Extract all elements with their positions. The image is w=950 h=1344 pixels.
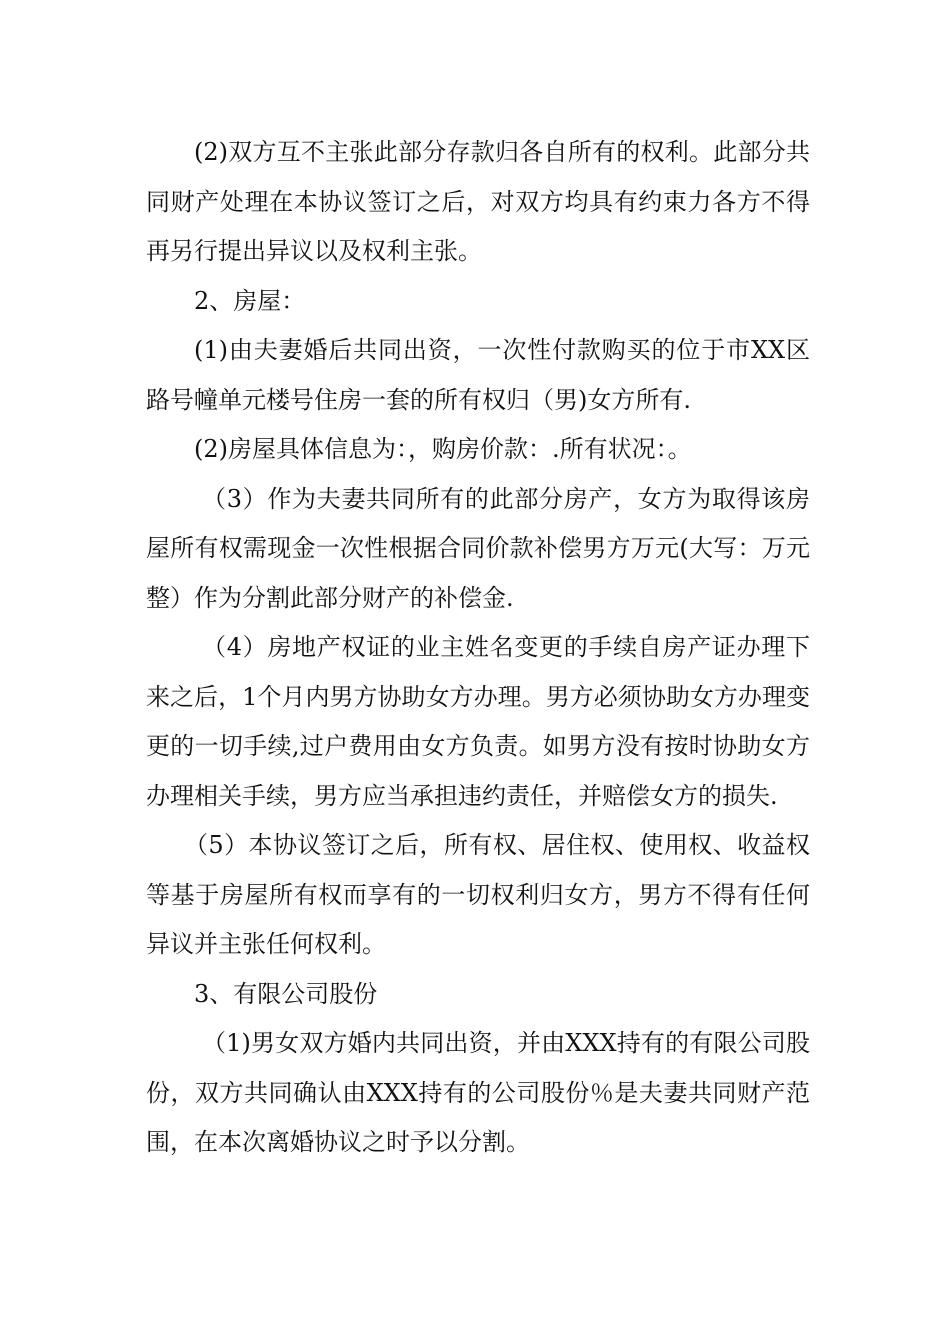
heading-house: 2、房屋： — [194, 286, 306, 315]
paragraph-shares-division: （1)男女双方婚内共同出资，并由XXX持有的有限公司股份，双方共同确认由XXX持有的公司股份％是夫妻共同财产范围，在本次离婚协议之时予以分割。 — [146, 1029, 810, 1156]
paragraph-house-compensation: （3）作为夫妻共同所有的此部分房产，女方为取得该房屋所有权需现金一次性根据合同价款补偿男方万元(大写：万元整）作为分割此部分财产的补偿金. — [146, 484, 810, 612]
paragraph-title-transfer: （4）房地产权证的业主姓名变更的手续自房产证办理下来之后，1个月内男方协助女方办理。男方必须协助女方办理变更的一切手续,过户费用由女方负责。如男方没有按时协助女方办理相关手续，男方应当承担违约责任，并赔偿女方的损失. — [146, 633, 810, 810]
document-body — [146, 128, 810, 1168]
paragraph-house-ownership: (1)由夫妻婚后共同出资，一次性付款购买的位于市XX区路号幢单元楼号住房一套的所有权归（男)女方所有. — [146, 336, 810, 414]
paragraph-house-info: (2)房屋具体信息为：，购房价款：.所有状况：。 — [194, 435, 692, 463]
paragraph-deposit-rights: (2)双方互不主张此部分存款归各自所有的权利。此部分共同财产处理在本协议签订之后，对双方均具有约束力各方不得再另行提出异议以及权利主张。 — [146, 138, 810, 265]
paragraph-house-rights: （5）本协议签订之后，所有权、居住权、使用权、收益权等基于房屋所有权而享有的一切权利归女方，男方不得有任何异议并主张任何权利。 — [146, 831, 810, 958]
heading-company-shares: 3、有限公司股份 — [194, 979, 378, 1008]
